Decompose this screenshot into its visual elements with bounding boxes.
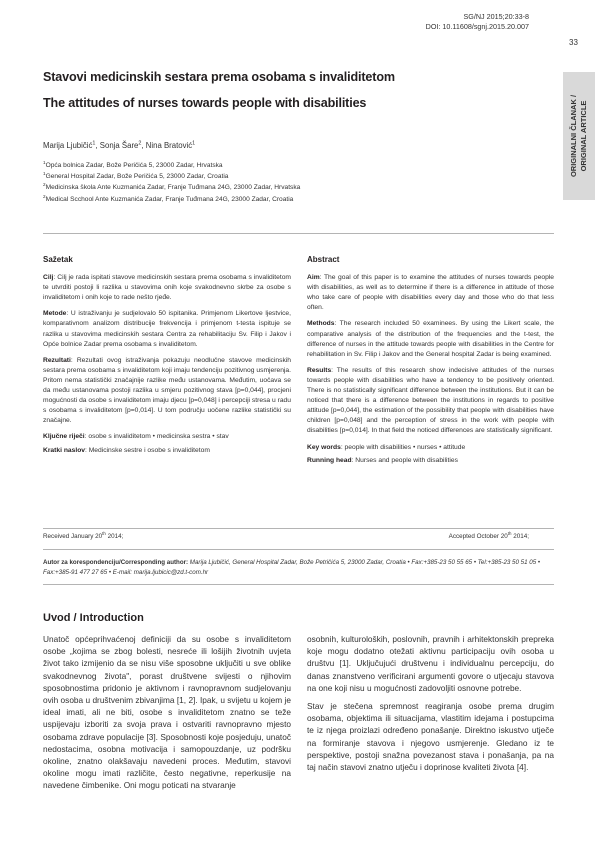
article-type-tab bbox=[563, 72, 595, 200]
article-type-line-1: ORIGINALNI ČLANAK / bbox=[569, 94, 578, 178]
abstract-running-head: Running head: Nurses and people with disabilities bbox=[307, 456, 458, 464]
title-croatian: Stavovi medicinskih sestara prema osobama s invaliditetom bbox=[43, 70, 395, 84]
abstract-section bbox=[307, 255, 554, 472]
article-type-label bbox=[569, 95, 589, 177]
author-list: Marija Ljubičić$^1$, Sonja Šare$^2$, Nina Bratović$^1$ bbox=[43, 140, 196, 150]
divider bbox=[43, 233, 554, 234]
sazetak-cilj: Cilj: Cilj je rada ispitati stavove medicinskih sestara prema osobama s invaliditetom te utvrditi postoji li razlika u stavovima onih koje svakodnevno skrbe za osobe s invaliditetom i onih koje to rade nešto rjeđe. bbox=[43, 274, 291, 302]
intro-left-column bbox=[43, 633, 291, 798]
affiliation: $^1$General Hospital Zadar, Bože Peričića 5, 23000 Zadar, Croatia bbox=[43, 171, 229, 181]
correspondence-label: Autor za korespondenciju/Corresponding author: bbox=[43, 559, 189, 566]
paragraph: osobnih, kulturoloških, poslovnih, pravnih i arhitektonskih prepreka koje mogu dodatno otežati aktivnu participaciju ovih osoba u društvu [1]. Uključujući društvenu i individualnu percepciju, do danas znanstveno verificirani argumenti govore o utjecaju stavova na one koji nisu u mogućnosti zadovoljiti osnovne potrebe. bbox=[307, 634, 554, 693]
affiliation: $^1$Opća bolnica Zadar, Bože Peričića 5, 23000 Zadar, Hrvatska bbox=[43, 159, 223, 169]
divider bbox=[43, 584, 554, 585]
affiliation-list bbox=[43, 160, 300, 205]
paragraph: Stav je stečena spremnost reagiranja osobe prema drugim osobama, objektima ili situacijama, vlastitim idejama i postupcima te iz njega proizlazi određeno ponašanje. Direktno iskustvo utječe na formiranje stavova i njegovo usmjerenje. Gledano iz te perspektive, postoji snažna povezanost stava i ponašanja, pa na taj način stavovi znatno utječu i doprinose kvaliteti života [4]. bbox=[307, 701, 554, 773]
running-header bbox=[426, 12, 529, 32]
introduction-heading: Uvod / Introduction bbox=[43, 612, 144, 624]
abstract-results: Results: The results of this research show indecisive attitudes of the nurses towards people with disabilities who have a tendency to be positively oriented. There is no statistically significant difference between the institutions. But it can be noticed that there is a difference between the institutions in regards to positive attitude [p=0,044], the estimation of the possibility that people with disabilities have children [p=0,048] and the perception of stress in the work with people with disabilities [p=0,014]. In that field the noticed differences are statistically significant. bbox=[307, 366, 554, 435]
intro-right-column bbox=[307, 633, 554, 779]
paragraph: Unatoč općeprihvaćenoj definiciji da su osobe s invaliditetom osobe „kojima se zbog bolesti, nesreće ili lošijih životnih uvjeta život tako izmijenio da se nisu više sposobne uključiti u sve oblike svakodnevnog života", porast društvene svijesti o njihovim sposobnostima pridonio je aktivnom i ravnopravnom sudjelovanju ovih osoba u društvenim zbivanjima [1, 2]. Ipak, u svijetu u kojem je ideal imati, ali ne biti, osobe s invaliditetom znatno se teže uspijevaju izboriti za svoja prava i ostvariti ravnopravno mjesto osobama zdrave populacije [3]. Sposobnosti koje posjeduju, unatoč nedostacima, osobna motivacija i samopouzdanje, uz podršku okoline, znatno olakšavaju navedeni proces. Međutim, stavovi okoline mogu imati različite, često negativne, reperkusije na navedene čimbenike. Oni mogu poticati na stvaranje bbox=[43, 634, 291, 791]
affiliation: $^2$Medicinska škola Ante Kuzmanića Zadar, Franje Tuđmana 24G, 23000 Zadar, Hrvatska bbox=[43, 182, 301, 192]
author: Nina Bratović$^1$ bbox=[145, 140, 196, 150]
affiliation: $^2$Medical Scchool Ante Kuzmanića Zadar, Franje Tuđmana 24G, 23000 Zadar, Croatia bbox=[43, 193, 294, 203]
abstract-keywords: Key words: people with disabilities • nurses • attitude bbox=[307, 443, 466, 451]
sazetak-metode: Metode: U istraživanju je sudjelovalo 50 ispitanika. Primjenom Likertove ljestvice, komparativnom analizom distribucije frekvencija i primjenom t-testa ispituje se razlika u stavovima medicinskih sestara Centra za rehabilitaciju Sv. Filip i Jakov i Opće bolnice Zadar prema osobama s invaliditetom. bbox=[43, 310, 291, 348]
abstract-heading: Abstract bbox=[307, 255, 340, 264]
accepted-date: Accepted October 20th 2014; bbox=[448, 530, 529, 540]
author: Marija Ljubičić$^1$ bbox=[43, 140, 96, 150]
sazetak-kratki-naslov: Kratki naslov: Medicinske sestre i osobe s invaliditetom bbox=[43, 446, 210, 454]
article-type-line-2: ORIGINAL ARTICLE bbox=[579, 100, 588, 172]
abstract-methods: Methods: The research included 50 examinees. By using the Likert scale, the comparative analysis of the distribution of the frequencies and the t-test, the difference of nurses in the attitude towards people with disabilities in the Centre for rehabilitation in Sv. Filip i Jakov and the General hospital Zadar is being examined. bbox=[307, 320, 554, 358]
sazetak-rezultati: Rezultati: Rezultati ovog istraživanja pokazuju neodlučne stavove medicinskih sestara prema osobama s invaliditetom koji imaju tendenciju pozitivnog usmjerenja. Pritom nema statistički značajnije razlike među ustanovama. Međutim, uočava se da među ustanovama postoji razlika u smjeru pozitivnog stava [p=0,044], procjeni mogućnosti da osobe s invaliditetom imaju djecu [p=0,048] i percepciji stresa u radu s osobama s invaliditetom [p=0,014]. U tom području uočene razlike statistički su značajne. bbox=[43, 356, 291, 425]
page-number: 33 bbox=[569, 38, 578, 47]
abstract-aim: Aim: The goal of this paper is to examine the attitudes of nurses towards people with disabilities, as well as to determine if there is a difference in attitude of those who take care of people with disabilities every day and those who do that less often. bbox=[307, 274, 554, 312]
correspondence bbox=[43, 558, 554, 577]
author: Sonja Šare$^2$ bbox=[99, 140, 142, 150]
divider bbox=[43, 549, 554, 550]
doi: DOI: 10.11608/sgnj.2015.20.007 bbox=[425, 22, 529, 31]
divider bbox=[43, 528, 554, 529]
sazetak-section bbox=[43, 255, 291, 462]
journal-reference: SG/NJ 2015;20:33-8 bbox=[463, 12, 529, 21]
correspondence-details: Marija Ljubičić, General Hospital Zadar, Bože Petričića 5, 23000 Zadar, Croatia • Fax:+385-23 50 55 65 • Tel:+385-23 50 51 05 • Fax:+385-91 477 27 65 • E-mail: marija.ljubicic@zd.t-com.hr bbox=[43, 559, 541, 576]
sazetak-heading: Sažetak bbox=[43, 255, 73, 264]
sazetak-kljucne-rijeci: Ključne riječi: osobe s invaliditetom • medicinska sestra • stav bbox=[43, 433, 229, 441]
title-english: The attitudes of nurses towards people with disabilities bbox=[43, 96, 367, 110]
received-date: Received January 20th 2014; bbox=[43, 530, 124, 540]
